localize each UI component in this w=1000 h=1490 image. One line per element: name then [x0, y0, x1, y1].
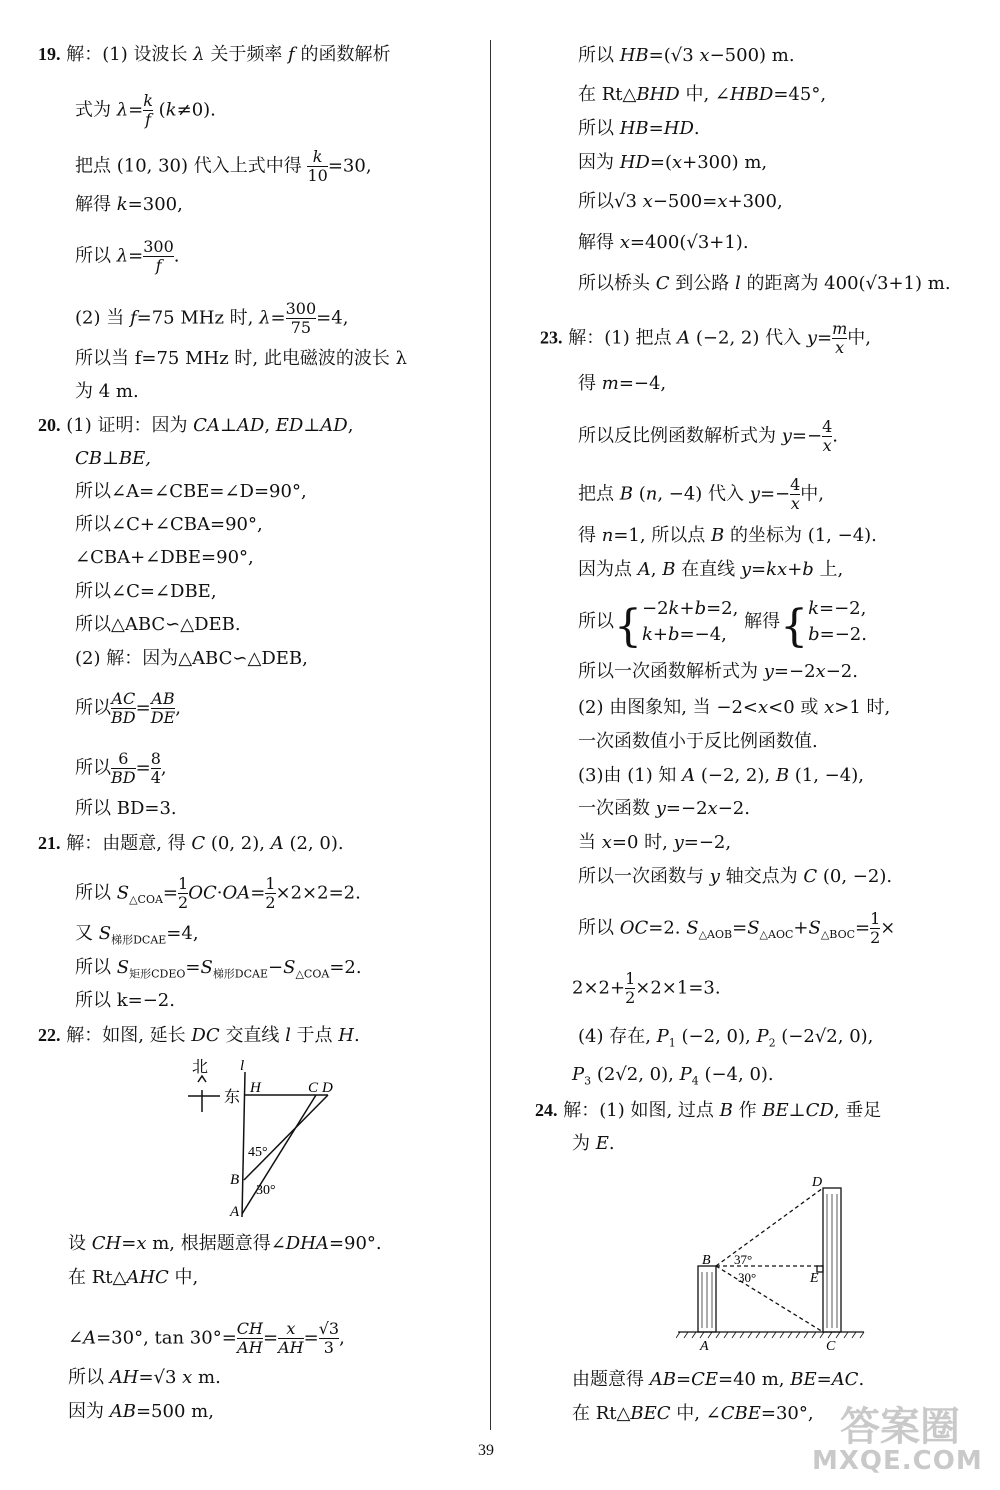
q23-line18: $P_3$ (2√2, 0), $P_4$ (−4, 0). [572, 1064, 774, 1088]
q20-line2: CB⊥BE, [75, 448, 152, 469]
q21-line1: 21. 解：由题意, 得 C (0, 2), A (2, 0). [38, 833, 344, 854]
q23-line6: 因为点 A, B 在直线 y=kx+b 上, [578, 559, 844, 580]
q21-line2: 所以 $S_{\triangle COA}=$ 1 2OC·OA= 1 2×2×2=2. [75, 874, 361, 912]
q24-line1: 24. 解：(1) 如图, 过点 B 作 BE⊥CD, 垂足 [535, 1100, 882, 1121]
q22-line1: 22. 解：如图, 延长 DC 交直线 l 于点 H. [38, 1025, 360, 1046]
b-label: B [702, 1253, 711, 1268]
q22-cont-line4: 因为 HD=(x+300) m, [578, 152, 768, 173]
q20-line6: 所以∠C=∠DBE, [75, 581, 217, 602]
q23-line10: 一次函数值小于反比例函数值. [578, 731, 818, 752]
h-label: H [250, 1080, 261, 1096]
q19-line4: 解得 k=300, [75, 194, 183, 215]
page-number: 39 [478, 1442, 494, 1459]
q20-line10: 所以 $\frac{6}{BD}=$ 8 4, [75, 749, 167, 787]
q22-cont-line5: 所以√3 x−500=x+300, [578, 191, 783, 212]
q20-line8: (2) 解：因为△ABC∽△DEB, [75, 648, 308, 669]
figure-24 [676, 1168, 866, 1358]
q23-line9: (2) 由图象知, 当 −2<x<0 或 x>1 时, [578, 697, 891, 718]
b-label: B [230, 1172, 240, 1188]
q22-line5: 所以 AH=√3 x m. [68, 1367, 221, 1388]
q24-line4: 在 Rt△BEC 中, ∠CBE=30°, [572, 1403, 814, 1424]
q19-line2: 式为 λ= $\frac{k}{f} (k\ne 0)$. [75, 91, 216, 129]
q20-line5: ∠CBA+∠DBE=90°, [75, 547, 254, 568]
q19-line6: (2) 当 f=75 MHz 时, λ= 300 75 =4, [75, 299, 349, 337]
q24-line2: 为 E. [572, 1133, 615, 1154]
q22-cont-line2: 在 Rt△BHD 中, ∠HBD=45°, [578, 84, 827, 105]
watermark-logo: 答案圈 [840, 1404, 960, 1450]
q21-line5: 所以 k=−2. [75, 990, 175, 1011]
e-label: E [810, 1271, 819, 1286]
q23-number: 23. [540, 327, 563, 348]
q22-cont-line7: 所以桥头 C 到公路 l 的距离为 400(√3+1) m. [578, 273, 951, 294]
q21-number: 21. [38, 833, 61, 853]
a-label: A [700, 1339, 709, 1354]
q23-line17: (4) 存在, $P_1$ (−2, 0), $P_2$ (−2√2, 0), [578, 1026, 874, 1050]
q23-line1: 23. 解：(1) 把点 A (−2, 2) 代入 y= $\frac{m}{x}$中, [540, 319, 871, 357]
q22-line4: ∠A=30°, tan 30°= $\frac{CH}{AH}=$ $\frac{x}{AH}=$ √3 3 , [68, 1319, 345, 1357]
q23-line13: 当 x=0 时, y=−2, [578, 832, 732, 853]
q23-line3: 所以反比例函数解析式为 y=− $\frac{4}{x}$. [578, 417, 838, 455]
angle-30-label: 30° [256, 1183, 276, 1198]
line-bd [244, 1095, 328, 1180]
q23-line7: 所以{−2k+b=2, k+b=−4, 解得{k=−2, b=−2. [578, 598, 867, 652]
q19-line5: 所以 λ= $\frac{300}{f}$. [75, 237, 180, 275]
q20-line4: 所以∠C+∠CBA=90°, [75, 514, 263, 535]
q24-number: 24. [535, 1100, 558, 1120]
q23-line4: 把点 B (n, −4) 代入 y=− $\frac{4}{x}$中, [578, 475, 825, 513]
q22-number: 22. [38, 1025, 61, 1045]
q20-line1: 20. (1) 证明：因为 CA⊥AD, ED⊥AD, [38, 415, 354, 436]
watermark-url: MXQE.COM [812, 1446, 983, 1476]
q23-line8: 所以一次函数解析式为 y=−2x−2. [578, 661, 858, 682]
q20-line3: 所以∠A=∠CBE=∠D=90°, [75, 481, 307, 502]
line-bc [716, 1266, 823, 1332]
q23-line12: 一次函数 y=−2x−2. [578, 798, 750, 819]
q21-line3: 又 $S_{梯形DCAE}=4$, [75, 923, 199, 947]
q22-cont-line1: 所以 HB=(√3 x−500) m. [578, 45, 795, 66]
a-label: A [230, 1204, 240, 1220]
q19-number: 19. [38, 44, 61, 64]
line-bd [716, 1188, 823, 1266]
d-label: D [812, 1175, 823, 1190]
north-label: 北 [192, 1059, 209, 1076]
q19-line8: 为 4 m. [75, 381, 139, 402]
q23-line14: 所以一次函数与 y 轴交点为 C (0, −2). [578, 866, 893, 887]
angle-30-label: 30° [738, 1270, 757, 1285]
d-label: D [322, 1080, 333, 1096]
q23-line5: 得 n=1, 所以点 B 的坐标为 (1, −4). [578, 525, 877, 546]
q24-line3: 由题意得 AB=CE=40 m, BE=AC. [572, 1369, 865, 1390]
angle-37-label: 37° [734, 1252, 753, 1267]
angle-45-label: 45° [248, 1145, 268, 1160]
q19-line7: 所以当 f=75 MHz 时, 此电磁波的波长 λ [75, 348, 407, 369]
q22-line2: 设 CH=x m, 根据题意得∠DHA=90°. [68, 1233, 382, 1254]
q22-line6: 因为 AB=500 m, [68, 1401, 214, 1422]
q23-line2: 得 m=−4, [578, 373, 667, 394]
q19-line3: 把点 (10, 30) 代入上式中得 k 10=30, [75, 147, 372, 185]
c-label: C [308, 1080, 319, 1096]
q20-line9: 所以 $\frac{AC}{BD}=$ $\frac{AB}{DE}$, [75, 689, 181, 727]
c-label: C [826, 1339, 836, 1354]
q23-line15: 所以 OC=2. $S_{\triangle AOB}=S_{\triangle AOC}+S_{\triangle BOC}=$ 1 2× [578, 909, 896, 947]
q23-line16: 2×2+ 1 2×2×1=3. [572, 969, 721, 1007]
q22-cont-line3: 所以 HB=HD. [578, 118, 700, 139]
line-l [242, 1072, 245, 1217]
q20-line7: 所以△ABC∽△DEB. [75, 614, 241, 635]
q20-line11: 所以 BD=3. [75, 798, 177, 819]
q21-line4: 所以 $S_{矩形CDEO}=S_{梯形DCAE}-S_{\triangle COA}=2$. [75, 957, 362, 981]
q20-number: 20. [38, 415, 61, 435]
q22-line3: 在 Rt△AHC 中, [68, 1267, 199, 1288]
l-label: l [240, 1058, 245, 1074]
figure-22 [180, 1052, 350, 1222]
north-arrowhead [198, 1076, 206, 1082]
q22-cont-line6: 解得 x=400(√3+1). [578, 232, 749, 253]
q19-line1: 19. 解：(1) 设波长 λ 关于频率 f 的函数解析 [38, 44, 391, 65]
east-label: 东 [224, 1089, 241, 1106]
q23-line11: (3)由 (1) 知 A (−2, 2), B (1, −4), [578, 765, 864, 786]
column-divider [490, 40, 491, 1430]
